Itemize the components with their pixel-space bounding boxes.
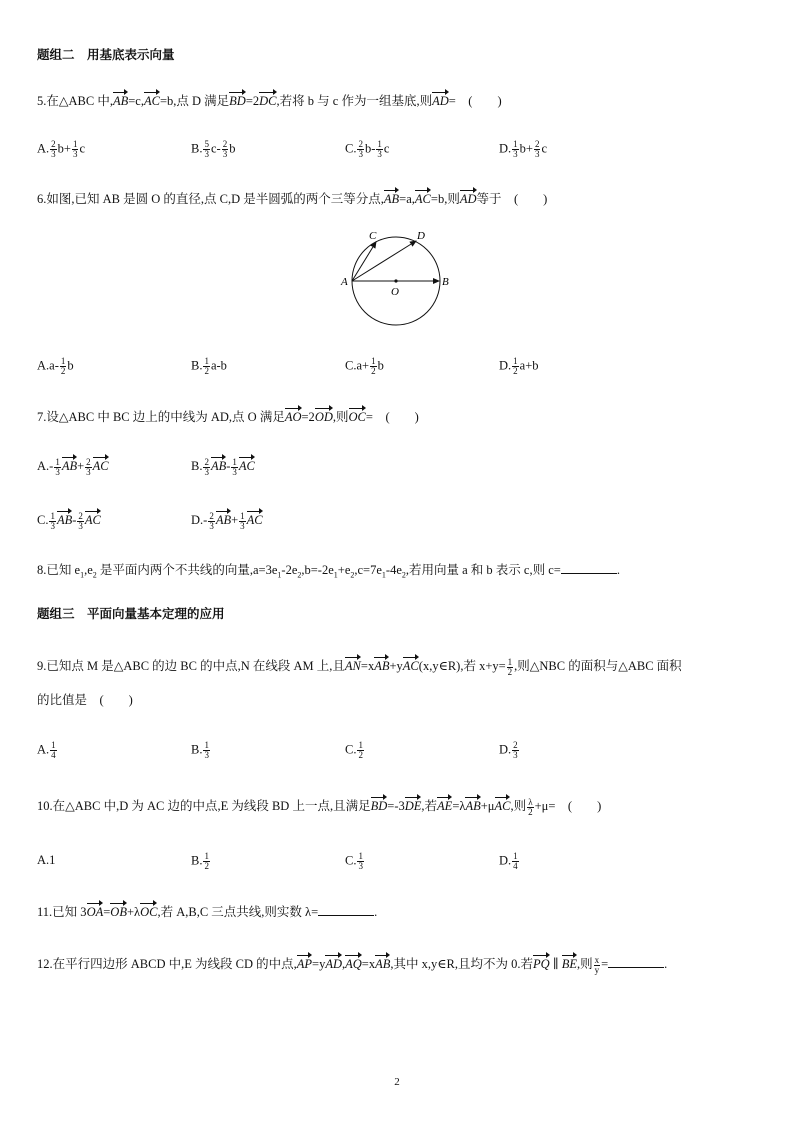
q9-option-a[interactable]	[37, 741, 58, 760]
q7-option-b[interactable]	[191, 456, 255, 477]
q11-text: +λ	[126, 905, 141, 919]
option-text: a-b	[210, 358, 227, 373]
q5-text: =2	[245, 94, 260, 108]
numerator: 1	[50, 510, 55, 521]
fraction	[203, 852, 210, 871]
numerator: 1	[513, 851, 518, 861]
vector-pq: PQ	[533, 954, 550, 972]
q11-text: 已知 3	[52, 905, 87, 919]
option-label: C.	[345, 141, 357, 156]
q7-text: ,则	[332, 410, 349, 424]
fraction	[239, 512, 246, 531]
q10-text: ,若	[421, 799, 438, 813]
vector-ab: AB	[374, 656, 389, 674]
option-text: -	[226, 459, 231, 473]
fraction	[203, 140, 210, 159]
q10-number: 10.	[37, 799, 53, 813]
option-text: a+	[356, 358, 370, 373]
vector-ac: AC	[85, 510, 101, 528]
subscript: 2	[350, 570, 355, 580]
q9-text: ,则△NBC 的面积与△ABC 面积	[514, 659, 682, 673]
option-text: a-	[49, 358, 59, 373]
numerator: λ	[528, 796, 533, 807]
subscript: 1	[333, 570, 338, 580]
denominator: 3	[78, 520, 83, 531]
fraction	[77, 512, 84, 531]
numerator: 1	[204, 356, 209, 366]
numerator: 2	[513, 740, 518, 750]
q7-option-a[interactable]	[37, 456, 109, 477]
q10-option-a[interactable]	[37, 852, 55, 868]
q12-text: .	[664, 957, 668, 971]
q9-text: +y	[389, 659, 403, 673]
numerator: 2	[51, 139, 56, 149]
denominator: 2	[204, 366, 209, 376]
numerator: 1	[377, 139, 382, 149]
q9-text: (x,y∈R),若 x+y=	[418, 659, 506, 673]
vector-ad: AD	[460, 189, 477, 207]
fraction	[85, 458, 92, 477]
option-label: D.	[499, 358, 512, 373]
q10-option-c[interactable]	[345, 852, 365, 871]
section-heading-group2: 题组二 用基底表示向量	[37, 47, 175, 62]
numerator: 1	[232, 456, 237, 467]
fraction	[370, 357, 377, 376]
numerator: 1	[72, 139, 78, 149]
fraction	[357, 140, 364, 159]
denominator: 2	[513, 366, 518, 376]
option-label: A.	[37, 742, 50, 757]
q7-text: 设△ABC 中 BC 边上的中线为 AD,点 O 满足	[46, 410, 285, 424]
q12-text: ∥	[549, 957, 562, 971]
q12-text: ,	[342, 957, 346, 971]
option-label: B.	[191, 742, 203, 757]
denominator: 2	[507, 666, 513, 677]
q12-number: 12.	[37, 957, 53, 971]
vector-ab: AB	[216, 510, 231, 528]
q5-number: 5.	[37, 94, 47, 108]
vector-ac-arrow	[352, 242, 376, 281]
denominator: 2	[60, 366, 66, 376]
numerator: 1	[204, 740, 209, 750]
vector-ap: AP	[297, 954, 312, 972]
option-text: +	[231, 513, 239, 527]
subscript: 2	[92, 570, 97, 580]
option-text: b	[229, 141, 236, 156]
q5-text: =c,	[128, 94, 144, 108]
numerator: 1	[204, 851, 209, 861]
center-point-o	[394, 279, 397, 282]
numerator: 1	[55, 456, 60, 467]
vector-oc: OC	[140, 902, 157, 920]
numerator: 1	[358, 851, 363, 861]
denominator: 3	[204, 149, 209, 159]
fraction	[203, 458, 210, 477]
denominator: 3	[72, 149, 78, 159]
vector-ao: AO	[285, 407, 302, 425]
q7-text: = ( )	[365, 410, 419, 424]
denominator: 2	[371, 366, 376, 376]
q7-number: 7.	[37, 410, 47, 424]
q12-text: =y	[312, 957, 326, 971]
q11-text: ,若 A,B,C 三点共线,则实数 λ=	[157, 905, 319, 919]
denominator: 2	[528, 806, 533, 817]
q5-option-a[interactable]	[37, 140, 85, 159]
q7-option-d[interactable]	[191, 510, 263, 531]
question-10	[37, 796, 601, 817]
q7-text: =2	[301, 410, 315, 424]
q8-text: 是平面内两个不共线的向量,a=3e	[96, 563, 278, 577]
vector-oa: OA	[87, 902, 104, 920]
vector-an: AN	[345, 656, 361, 674]
denominator: 2	[204, 861, 209, 871]
answer-blank[interactable]	[561, 563, 617, 574]
option-text: c	[541, 141, 548, 156]
q7-option-c[interactable]	[37, 510, 101, 531]
section-heading-group3: 题组三 平面向量基本定理的应用	[37, 606, 225, 621]
numerator: 2	[78, 510, 83, 521]
denominator: 3	[358, 149, 363, 159]
q6-text: =a,	[399, 192, 415, 206]
question-11	[37, 902, 377, 920]
fraction	[231, 458, 238, 477]
q9-option-d[interactable]	[499, 741, 520, 760]
fraction	[376, 140, 383, 159]
answer-blank[interactable]	[608, 957, 664, 968]
q11-number: 11.	[37, 905, 53, 919]
fraction	[72, 140, 79, 159]
fraction	[512, 741, 519, 760]
vector-od: OD	[315, 407, 333, 425]
q9-text: =x	[360, 659, 375, 673]
denominator: 3	[513, 750, 518, 760]
option-text: b	[377, 358, 384, 373]
option-text: b+	[519, 141, 533, 156]
fraction	[512, 357, 519, 376]
vector-de: DE	[405, 796, 422, 814]
denominator: 3	[232, 466, 237, 477]
q11-text: =	[103, 905, 111, 919]
option-label: D.	[499, 141, 512, 156]
option-label: A.-	[37, 459, 54, 473]
q10-text: ,则	[510, 799, 527, 813]
numerator: 1	[513, 356, 518, 366]
vector-ac: AC	[415, 189, 431, 207]
answer-blank[interactable]	[318, 905, 374, 916]
subscript: 1	[381, 570, 386, 580]
option-label: B.	[191, 141, 203, 156]
denominator: 3	[51, 149, 56, 159]
vector-ab: AB	[211, 456, 226, 474]
fraction	[60, 357, 67, 376]
vector-be: BE	[562, 954, 577, 972]
page-number: 2	[394, 1076, 400, 1088]
numerator: 1	[358, 740, 363, 750]
fraction	[534, 140, 541, 159]
fraction	[50, 140, 57, 159]
q10-option-d[interactable]	[499, 852, 520, 871]
q8-text: -2e	[281, 563, 298, 577]
option-text: +	[77, 459, 85, 473]
vector-ad: AD	[325, 954, 342, 972]
circle-diagram	[336, 224, 460, 332]
vector-ab: AB	[465, 796, 480, 814]
fraction	[208, 512, 215, 531]
denominator: 3	[513, 149, 518, 159]
q5-option-b[interactable]	[191, 140, 235, 159]
denominator: 3	[209, 520, 214, 531]
numerator: x	[594, 954, 600, 965]
numerator: 1	[507, 656, 513, 667]
denominator: 3	[50, 520, 55, 531]
q8-text: +e	[337, 563, 351, 577]
denominator: 3	[377, 149, 382, 159]
label-a: A	[341, 276, 348, 288]
question-6	[37, 189, 547, 207]
option-label: B.	[191, 358, 203, 373]
option-label: B.	[191, 459, 203, 473]
option-label: D.	[499, 742, 512, 757]
option-text: b+	[57, 141, 71, 156]
vector-ab: AB	[57, 510, 72, 528]
option-text: b-	[364, 141, 376, 156]
q12-text: 在平行四边形 ABCD 中,E 为线段 CD 的中点,	[52, 957, 297, 971]
denominator: 4	[51, 750, 56, 760]
fraction	[512, 140, 519, 159]
vector-bd: BD	[371, 796, 388, 814]
fraction	[594, 956, 601, 975]
subscript: 1	[277, 570, 282, 580]
vector-ac: AC	[247, 510, 263, 528]
q6-option-b[interactable]	[191, 357, 227, 376]
denominator: 3	[204, 750, 209, 760]
denominator: 3	[534, 149, 540, 159]
option-text: a+b	[519, 358, 539, 373]
question-5	[37, 91, 502, 109]
label-o: O	[391, 286, 399, 298]
vector-ob: OB	[110, 902, 127, 920]
option-label: D.	[499, 853, 512, 868]
fraction	[507, 658, 514, 677]
option-text: b	[67, 358, 74, 373]
fraction	[527, 798, 534, 817]
question-7	[37, 407, 419, 425]
vector-aq: AQ	[345, 954, 362, 972]
vector-ab: AB	[62, 456, 77, 474]
numerator: 5	[204, 139, 209, 149]
denominator: 2	[358, 750, 363, 760]
q12-text: =x	[361, 957, 376, 971]
option-text: -	[72, 513, 77, 527]
q6-option-d[interactable]	[499, 357, 539, 376]
question-9	[37, 656, 682, 677]
option-text: c	[383, 141, 390, 156]
vector-bd: BD	[229, 91, 246, 109]
q6-number: 6.	[37, 192, 47, 206]
q9-option-b[interactable]	[191, 741, 211, 760]
denominator: 3	[86, 466, 91, 477]
q10-text: 在△ABC 中,D 为 AC 边的中点,E 为线段 BD 上一点,且满足	[52, 799, 371, 813]
label-b: B	[442, 276, 449, 288]
q9-option-c[interactable]	[345, 741, 365, 760]
numerator: 1	[513, 139, 518, 149]
question-8	[37, 562, 620, 584]
q6-text: =b,则	[430, 192, 460, 206]
numerator: 1	[60, 356, 66, 366]
q10-text: +μ	[480, 799, 495, 813]
numerator: 2	[209, 510, 214, 521]
question-9-line2: 的比值是 ( )	[37, 693, 133, 707]
vector-ab: AB	[375, 954, 390, 972]
vector-ac: AC	[495, 796, 511, 814]
denominator: 3	[204, 466, 209, 477]
numerator: 1	[371, 356, 376, 366]
q5-option-d[interactable]	[499, 140, 547, 159]
label-d: D	[417, 230, 425, 242]
question-12	[37, 954, 667, 975]
fraction	[203, 357, 210, 376]
option-label: A.1	[37, 853, 56, 867]
option-label: A.	[37, 358, 50, 373]
q12-text: ,则	[576, 957, 593, 971]
option-label: C.	[37, 513, 49, 527]
vector-ad: AD	[432, 91, 449, 109]
option-label: C.	[345, 853, 357, 868]
option-label: A.	[37, 141, 50, 156]
subscript: 2	[401, 570, 406, 580]
q8-number: 8.	[37, 563, 47, 577]
q12-text: =	[601, 957, 609, 971]
option-label: D.-	[191, 513, 208, 527]
numerator: 1	[51, 740, 56, 750]
q8-text: ,e	[84, 563, 93, 577]
option-label: C.	[345, 358, 357, 373]
option-text: c	[79, 141, 86, 156]
vector-oc: OC	[349, 407, 366, 425]
vector-ae: AE	[437, 796, 452, 814]
option-label: B.	[191, 853, 203, 868]
q6-text: 等于 ( )	[476, 192, 548, 206]
q8-text: -4e	[385, 563, 402, 577]
q8-text: 已知 e	[46, 563, 81, 577]
vector-ac: AC	[93, 456, 109, 474]
q10-text: =-3	[387, 799, 405, 813]
q6-option-c[interactable]	[345, 357, 384, 376]
q9-number: 9.	[37, 659, 47, 673]
fraction	[203, 741, 210, 760]
fraction	[512, 852, 519, 871]
vector-ad-arrow	[352, 241, 416, 281]
q8-text: .	[616, 563, 620, 577]
q8-text: ,c=7e	[354, 563, 382, 577]
vector-ac: AC	[239, 456, 255, 474]
q10-text: +μ= ( )	[534, 799, 602, 813]
fraction	[49, 512, 56, 531]
fraction	[357, 741, 364, 760]
q6-text: 如图,已知 AB 是圆 O 的直径,点 C,D 是半圆弧的两个三等分点,	[46, 192, 384, 206]
vector-ac: AC	[144, 91, 160, 109]
denominator: y	[594, 964, 600, 975]
numerator: 2	[222, 139, 228, 149]
q5-text: = ( )	[448, 94, 502, 108]
vector-ab: AB	[113, 91, 128, 109]
label-c: C	[369, 230, 377, 242]
numerator: 2	[86, 456, 91, 467]
q11-text: .	[374, 905, 378, 919]
q8-text: ,b=-2e	[301, 563, 334, 577]
fraction	[357, 852, 364, 871]
fraction	[222, 140, 229, 159]
denominator: 4	[513, 861, 518, 871]
q8-text: ,若用向量 a 和 b 表示 c,则 c=	[405, 563, 561, 577]
fraction	[54, 458, 61, 477]
numerator: 2	[534, 139, 540, 149]
q10-text: =λ	[452, 799, 466, 813]
fraction	[50, 741, 57, 760]
q12-text: ,其中 x,y∈R,且均不为 0.若	[390, 957, 533, 971]
numerator: 1	[240, 510, 245, 521]
vector-dc: DC	[259, 91, 276, 109]
vector-ab: AB	[384, 189, 399, 207]
option-label: C.	[345, 742, 357, 757]
denominator: 3	[358, 861, 363, 871]
q5-option-c[interactable]	[345, 140, 389, 159]
subscript: 2	[297, 570, 302, 580]
subscript: 1	[80, 570, 85, 580]
q6-option-a[interactable]	[37, 357, 74, 376]
q5-text: 在△ABC 中,	[46, 94, 113, 108]
q10-option-b[interactable]	[191, 852, 211, 871]
q5-text: ,若将 b 与 c 作为一组基底,则	[276, 94, 433, 108]
numerator: 2	[204, 456, 209, 467]
denominator: 3	[55, 466, 60, 477]
vector-ac: AC	[403, 656, 419, 674]
denominator: 3	[240, 520, 245, 531]
denominator: 3	[222, 149, 228, 159]
numerator: 2	[358, 139, 363, 149]
q5-text: =b,点 D 满足	[159, 94, 230, 108]
option-text: c-	[210, 141, 221, 156]
q9-text: 已知点 M 是△ABC 的边 BC 的中点,N 在线段 AM 上,且	[46, 659, 345, 673]
